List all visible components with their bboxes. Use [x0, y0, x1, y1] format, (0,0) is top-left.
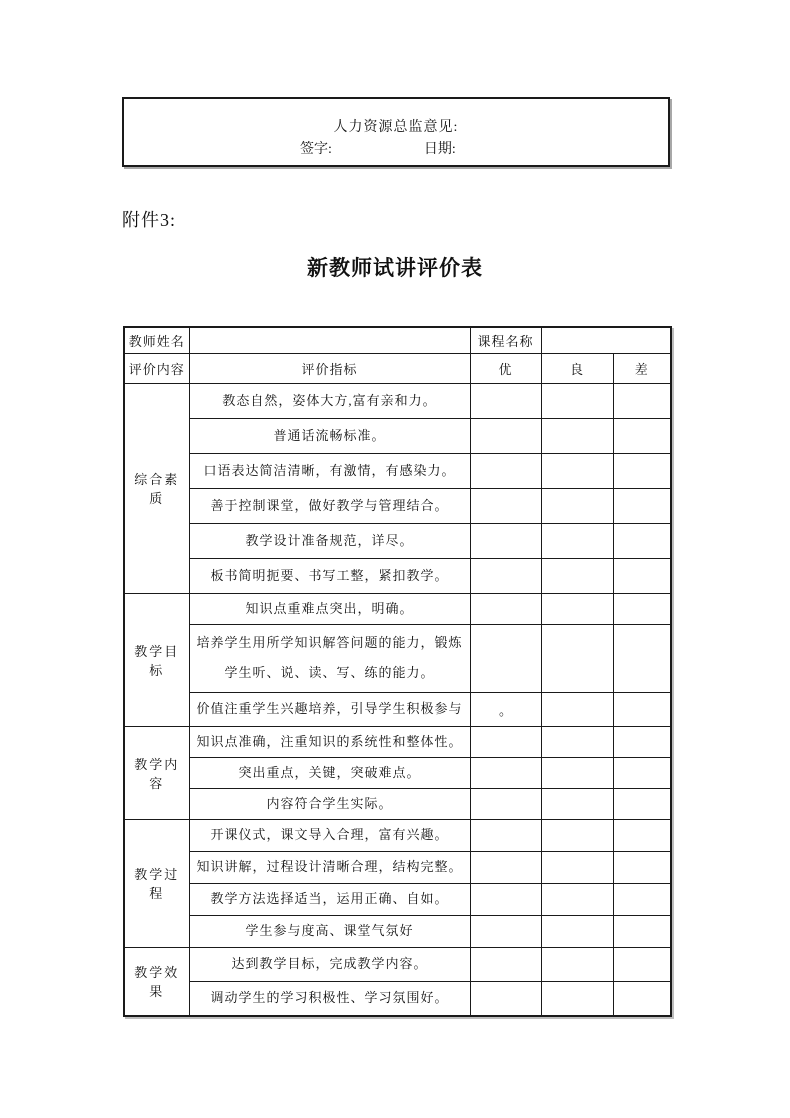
- table-row: [124, 883, 671, 915]
- table-row: [124, 915, 671, 947]
- table-row: [124, 851, 671, 883]
- score-cell-good[interactable]: [541, 757, 613, 788]
- table-row: [124, 981, 671, 1016]
- score-cell-excellent[interactable]: [470, 819, 541, 851]
- table-row: [124, 523, 671, 558]
- score-cell-poor[interactable]: [613, 523, 671, 558]
- score-cell-good[interactable]: [541, 523, 613, 558]
- score-cell-excellent[interactable]: [470, 558, 541, 593]
- attachment-label: 附件3:: [122, 210, 177, 230]
- category-cell: 教学效果: [124, 947, 189, 1016]
- score-cell-poor[interactable]: [613, 453, 671, 488]
- table-row: [124, 947, 671, 981]
- score-cell-excellent[interactable]: [470, 757, 541, 788]
- indicator-cell: 教学设计准备规范，详尽。: [189, 523, 470, 558]
- score-cell-good[interactable]: [541, 819, 613, 851]
- evaluation-table-body: [124, 383, 671, 1016]
- table-row: [124, 353, 671, 383]
- table-row: [124, 327, 671, 353]
- hr-director-opinion-label: 人力资源总监意见:: [333, 120, 459, 135]
- score-cell-poor[interactable]: [613, 819, 671, 851]
- grade-excellent-header-cell: 优: [470, 353, 541, 383]
- score-cell-poor[interactable]: [613, 851, 671, 883]
- score-cell-excellent[interactable]: [470, 788, 541, 819]
- table-row: [124, 558, 671, 593]
- score-cell-good[interactable]: [541, 915, 613, 947]
- indicator-cell: 知识讲解，过程设计清晰合理，结构完整。: [189, 851, 470, 883]
- category-cell: 教学目标: [124, 593, 189, 726]
- score-cell-good[interactable]: [541, 981, 613, 1016]
- signature-date-row: [124, 139, 668, 161]
- signature-label: 签字:: [300, 142, 332, 157]
- hr-director-opinion-box: [122, 97, 670, 167]
- score-cell-good[interactable]: [541, 624, 613, 692]
- score-cell-excellent[interactable]: [470, 523, 541, 558]
- score-cell-excellent[interactable]: [470, 726, 541, 757]
- indicator-cell: 突出重点，关键，突破难点。: [189, 757, 470, 788]
- score-cell-poor[interactable]: [613, 726, 671, 757]
- score-cell-good[interactable]: [541, 453, 613, 488]
- score-cell-good[interactable]: [541, 488, 613, 523]
- score-cell-poor[interactable]: [613, 981, 671, 1016]
- table-row: [124, 726, 671, 757]
- score-cell-poor[interactable]: [613, 593, 671, 624]
- score-cell-poor[interactable]: [613, 558, 671, 593]
- indicator-cell: 培养学生用所学知识解答问题的能力，锻炼学生听、说、读、写、练的能力。: [189, 624, 470, 692]
- score-cell-poor[interactable]: [613, 915, 671, 947]
- indicator-cell: 调动学生的学习积极性、学习氛围好。: [189, 981, 470, 1016]
- score-cell-excellent[interactable]: 。: [470, 692, 541, 726]
- indicator-cell: 开课仪式，课文导入合理，富有兴趣。: [189, 819, 470, 851]
- eval-indicator-header-cell: 评价指标: [189, 353, 470, 383]
- score-cell-excellent[interactable]: [470, 383, 541, 418]
- evaluation-table: [123, 326, 672, 1017]
- score-cell-excellent[interactable]: [470, 915, 541, 947]
- score-cell-excellent[interactable]: [470, 624, 541, 692]
- score-cell-good[interactable]: [541, 788, 613, 819]
- table-row: [124, 418, 671, 453]
- table-row: [124, 593, 671, 624]
- indicator-cell: 善于控制课堂，做好教学与管理结合。: [189, 488, 470, 523]
- date-label: 日期:: [423, 142, 456, 157]
- score-cell-excellent[interactable]: [470, 453, 541, 488]
- table-row: [124, 624, 671, 692]
- indicator-cell: 内容符合学生实际。: [189, 788, 470, 819]
- table-row: [124, 788, 671, 819]
- score-cell-poor[interactable]: [613, 692, 671, 726]
- table-row: [124, 488, 671, 523]
- category-cell: 综合素质: [124, 383, 189, 593]
- score-cell-good[interactable]: [541, 418, 613, 453]
- indicator-cell: 教学方法选择适当，运用正确、自如。: [189, 883, 470, 915]
- score-cell-poor[interactable]: [613, 624, 671, 692]
- score-cell-good[interactable]: [541, 726, 613, 757]
- score-cell-excellent[interactable]: [470, 947, 541, 981]
- score-cell-excellent[interactable]: [470, 418, 541, 453]
- grade-good-header-cell: 良: [541, 353, 613, 383]
- score-cell-poor[interactable]: [613, 757, 671, 788]
- table-row: [124, 757, 671, 788]
- page-title: 新教师试讲评价表: [307, 256, 483, 280]
- indicator-cell: 价值注重学生兴趣培养，引导学生积极参与: [189, 692, 470, 726]
- teacher-name-label-cell: 教师姓名: [124, 327, 189, 353]
- evaluation-table-head-rows: [124, 327, 671, 383]
- course-name-label-cell: 课程名称: [470, 327, 541, 353]
- table-row: [124, 453, 671, 488]
- score-cell-good[interactable]: [541, 593, 613, 624]
- score-cell-poor[interactable]: [613, 947, 671, 981]
- score-cell-good[interactable]: [541, 947, 613, 981]
- score-cell-excellent[interactable]: [470, 851, 541, 883]
- score-cell-poor[interactable]: [613, 383, 671, 418]
- indicator-cell: 达到教学目标，完成教学内容。: [189, 947, 470, 981]
- course-name-value-cell[interactable]: [541, 327, 671, 353]
- score-cell-good[interactable]: [541, 851, 613, 883]
- score-cell-good[interactable]: [541, 558, 613, 593]
- indicator-cell: 普通话流畅标准。: [189, 418, 470, 453]
- indicator-cell: 知识点准确，注重知识的系统性和整体性。: [189, 726, 470, 757]
- score-cell-excellent[interactable]: [470, 883, 541, 915]
- score-cell-poor[interactable]: [613, 488, 671, 523]
- score-cell-poor[interactable]: [613, 883, 671, 915]
- indicator-cell: 知识点重难点突出，明确。: [189, 593, 470, 624]
- score-cell-excellent[interactable]: [470, 593, 541, 624]
- category-cell: 教学内容: [124, 726, 189, 819]
- score-cell-good[interactable]: [541, 883, 613, 915]
- indicator-cell: 口语表达简洁清晰，有激情，有感染力。: [189, 453, 470, 488]
- table-row: [124, 383, 671, 418]
- indicator-cell: 板书简明扼要、书写工整，紧扣教学。: [189, 558, 470, 593]
- eval-content-header-cell: 评价内容: [124, 353, 189, 383]
- score-cell-good[interactable]: [541, 692, 613, 726]
- score-cell-poor[interactable]: [613, 418, 671, 453]
- score-cell-good[interactable]: [541, 383, 613, 418]
- table-row: [124, 819, 671, 851]
- indicator-cell: 学生参与度高、课堂气氛好: [189, 915, 470, 947]
- indicator-cell: 教态自然，姿体大方,富有亲和力。: [189, 383, 470, 418]
- score-cell-excellent[interactable]: [470, 981, 541, 1016]
- score-cell-poor[interactable]: [613, 788, 671, 819]
- score-cell-excellent[interactable]: [470, 488, 541, 523]
- grade-poor-header-cell: 差: [613, 353, 671, 383]
- table-row: [124, 692, 671, 726]
- teacher-name-value-cell[interactable]: [189, 327, 470, 353]
- category-cell: 教学过程: [124, 819, 189, 947]
